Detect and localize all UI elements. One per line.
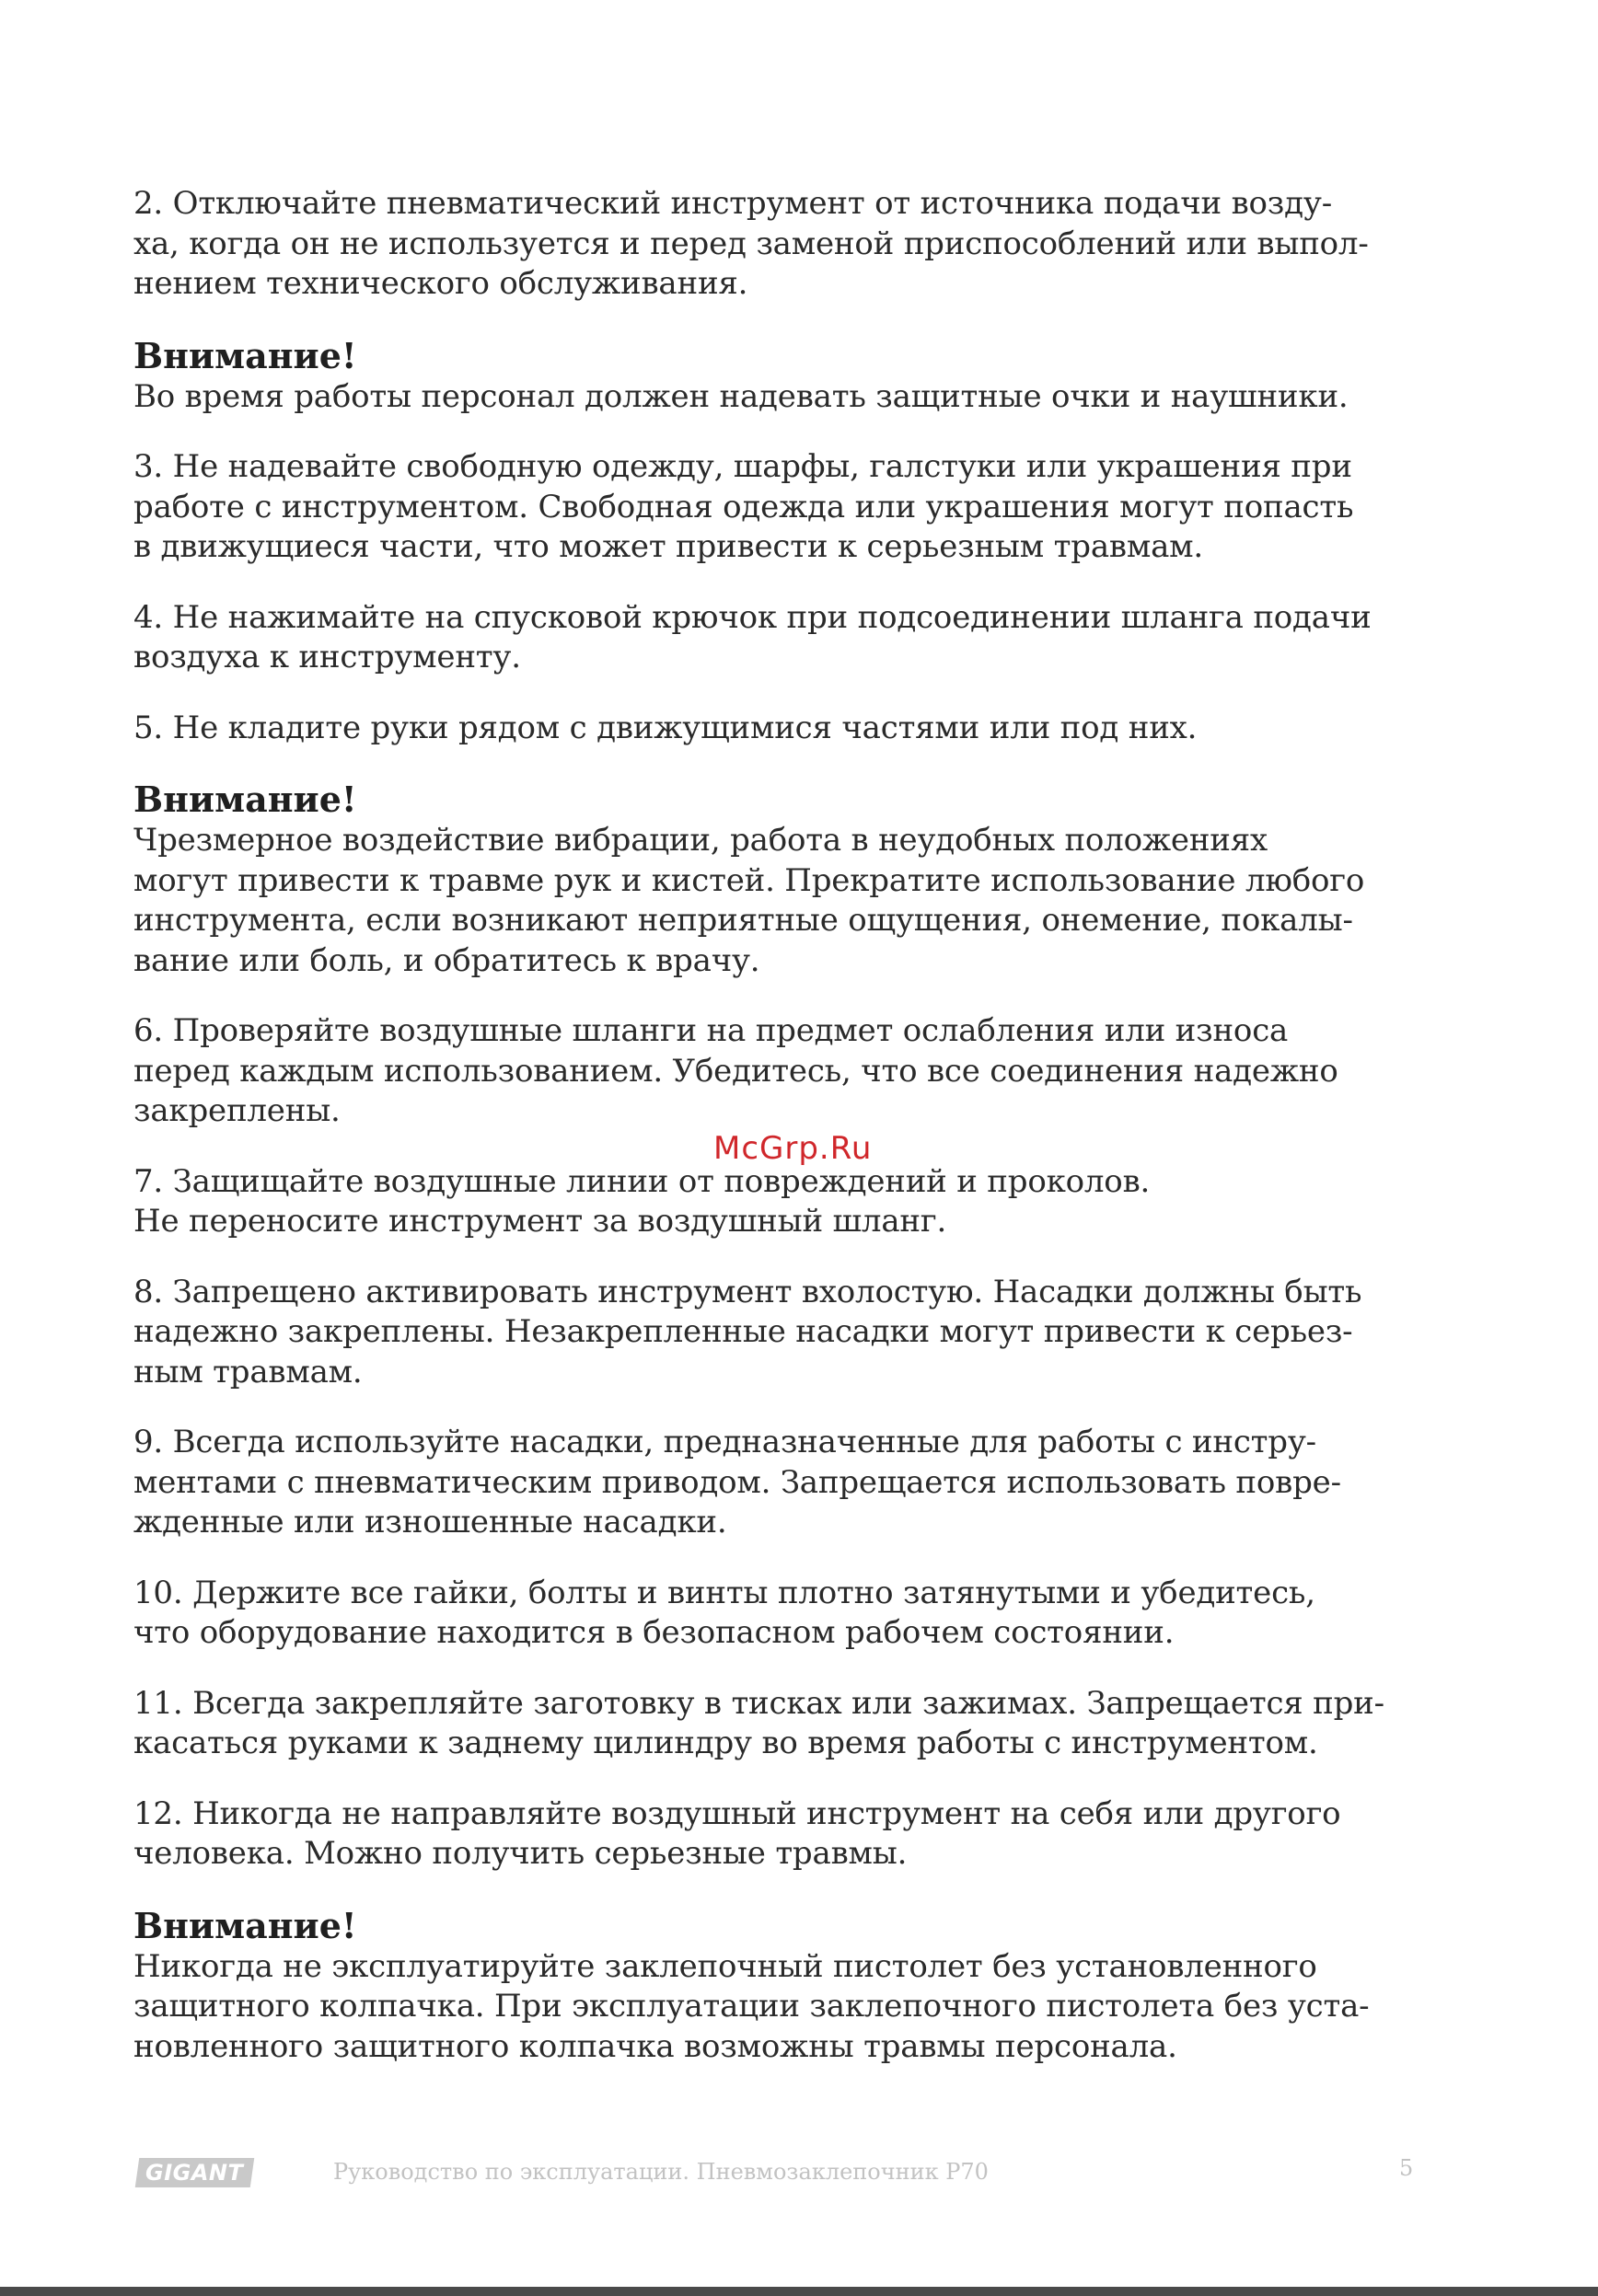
warning-text: Никогда не эксплуатируйте заклепочный пистолет без установленного защитного колпачка. При эксплуатации заклепочного пистолета без уста- новленного защитного колпачка возможны травмы персонала. (133, 1947, 1370, 2065)
warning-text: Чрезмерное воздействие вибрации, работа в неудобных положениях могут привести к травме рук и кистей. Прекратите использование любого инструмента, если возникают неприятные ощущения, онемение, покалы- вание или боль, и обратитесь к врачу. (133, 822, 1365, 979)
paragraph-9: 9. Всегда используйте насадки, предназначенные для работы с инстру- ментами с пневматическим приводом. Запрещается использовать повре- жденные или изношенные насадки. (133, 1424, 1341, 1540)
warning-title: Внимание! (133, 1904, 357, 1946)
gigant-logo (135, 2158, 254, 2187)
paragraph-5: 5. Не кладите руки рядом с движущимися частями или под них. (133, 709, 1198, 746)
footer-title: Руководство по эксплуатации. Пневмозаклепочник P70 (333, 2159, 989, 2185)
warning-title: Внимание! (133, 334, 357, 376)
logo-text: GIGANT (145, 2160, 244, 2186)
watermark-text: McGrp.Ru (713, 1130, 873, 1167)
warning-title: Внимание! (133, 779, 357, 820)
paragraph-7: 7. Защищайте воздушные линии от повреждений и проколов. Не переносите инструмент за воздушный шланг. (133, 1162, 1151, 1240)
paragraph-11: 11. Всегда закрепляйте заготовку в тисках или зажимах. Запрещается при- касаться руками к заднему цилиндру во время работы с инструментом. (133, 1684, 1384, 1761)
bottom-bar (0, 2287, 1598, 2296)
paragraph-3: 3. Не надевайте свободную одежду, шарфы, галстуки или украшения при работе с инструментом. Свободная одежда или украшения могут попасть в движущиеся части, что может привести к серьезным травмам. (133, 448, 1354, 565)
warning-block-3 (133, 1905, 1422, 2068)
paragraph-12: 12. Никогда не направляйте воздушный инструмент на себя или другого человека. Можно получить серьезные травмы. (133, 1794, 1341, 1872)
paragraph-8: 8. Запрещено активировать инструмент вхолостую. Насадки должны быть надежно закреплены. Незакрепленные насадки могут привести к серьез- ным травмам. (133, 1273, 1362, 1390)
warning-text: Во время работы персонал должен надевать защитные очки и наушники. (133, 377, 1349, 415)
paragraph-2: 2. Отключайте пневматический инструмент от источника подачи возду- ха, когда он не используется и перед заменой приспособлений или выпол- нением технического обслуживания. (133, 185, 1369, 302)
page-footer (0, 2152, 1598, 2207)
warning-block-1 (133, 335, 1422, 418)
warning-block-2 (133, 779, 1422, 981)
page-number: 5 (1399, 2155, 1414, 2181)
paragraph-6: 6. Проверяйте воздушные шланги на предмет ослабления или износа перед каждым использованием. Убедитесь, что все соединения надежно закреплены. (133, 1012, 1338, 1129)
paragraph-10: 10. Держите все гайки, болты и винты плотно затянутыми и убедитесь, что оборудование находится в безопасном рабочем состоянии. (133, 1574, 1315, 1651)
paragraph-4: 4. Не нажимайте на спусковой крючок при подсоединении шланга подачи воздуха к инструменту. (133, 598, 1372, 675)
